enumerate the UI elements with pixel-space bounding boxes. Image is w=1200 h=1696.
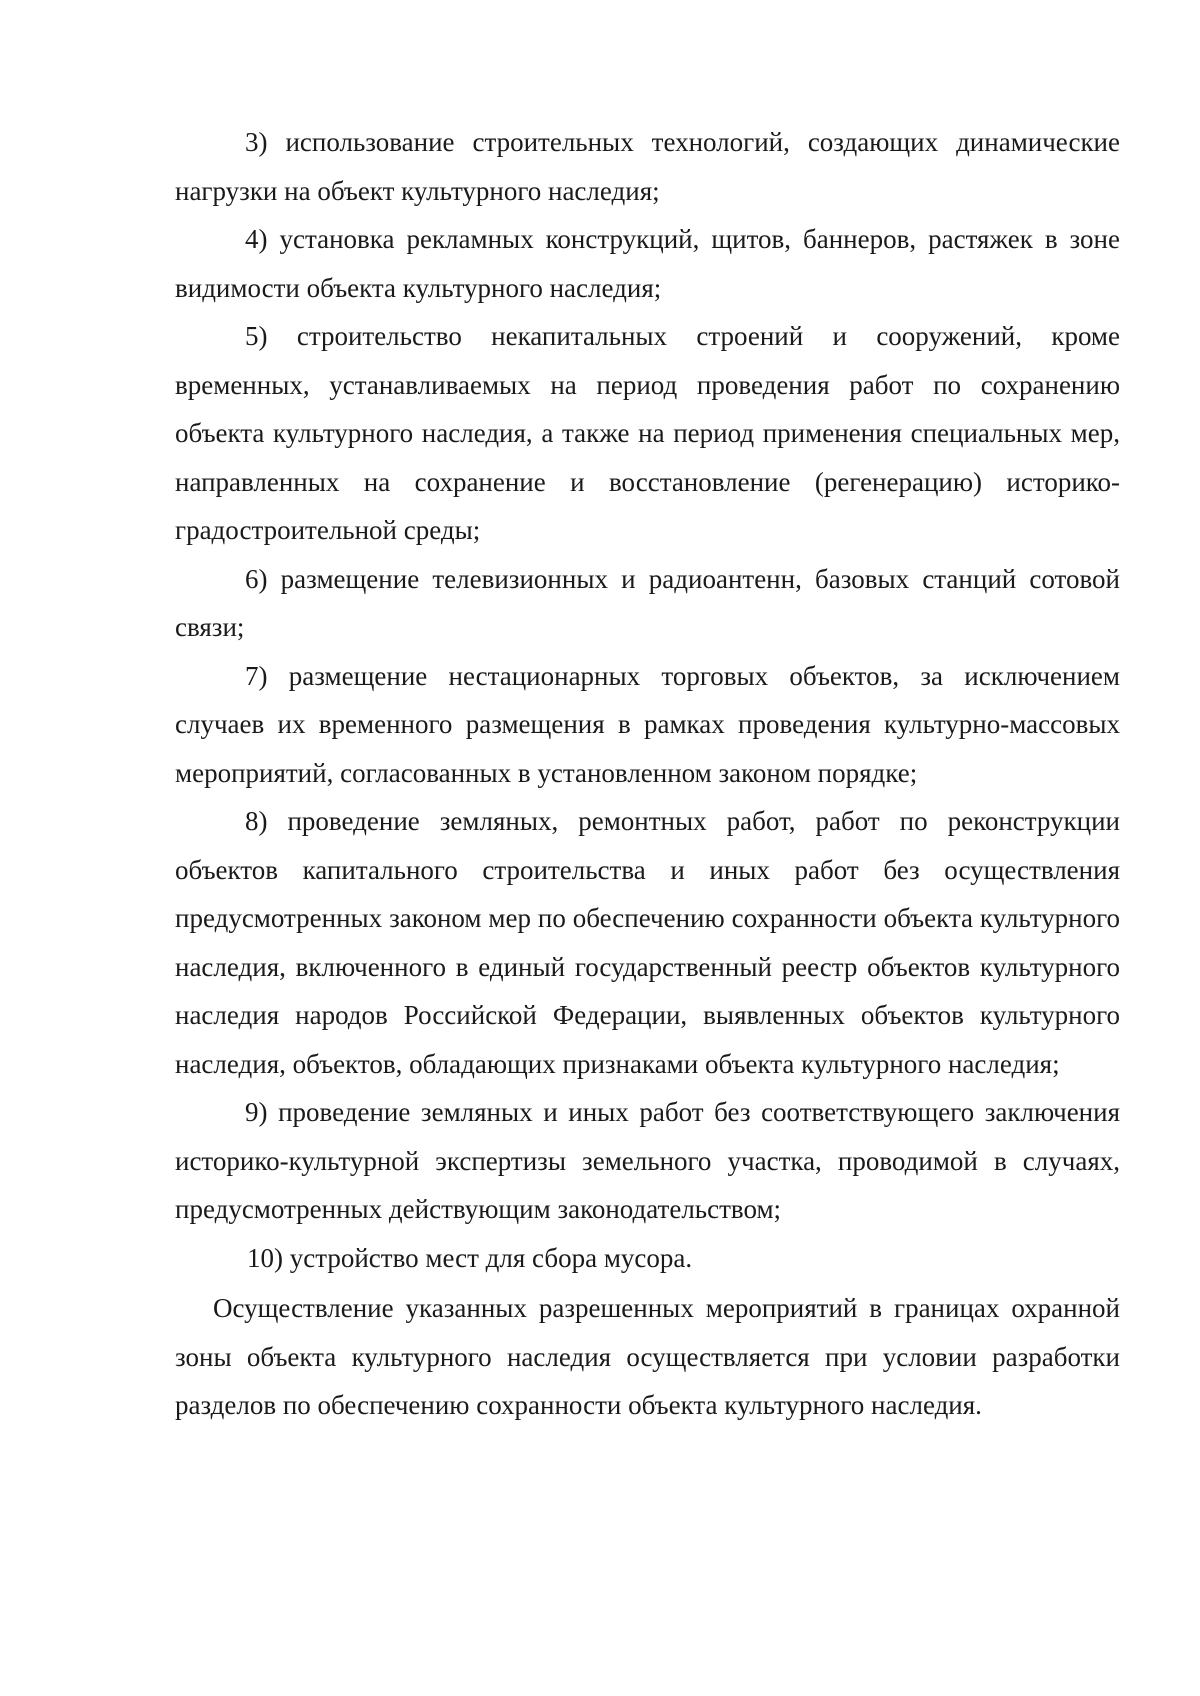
list-item-10: 10) устройство мест для сбора мусора.	[247, 1242, 693, 1273]
list-item-8: 8) проведение земляных, ремонтных работ, работ по реконструкции объектов капитального строительства и иных работ без осуществления предусмотренных законом мер по обеспечению сохранности объекта культурного наследия, включенного в единый государственный реестр объектов культурного наследия народов Российской Федерации, выявленных объектов культурного наследия, объектов, обладающих признаками объекта культурного наследия;	[175, 806, 1120, 1079]
list-item-3: 3) использование строительных технологий, создающих динамические нагрузки на объект культурного наследия;	[175, 127, 1120, 206]
list-item-5: 5) строительство некапитальных строений и сооружений, кроме временных, устанавливаемых на период проведения работ по сохранению объекта культурного наследия, а также на период применения специальных мер, направленных на сохранение и восстановление (регенерацию) историко-градостроительной среды;	[175, 321, 1120, 545]
list-item-9: 9) проведение земляных и иных работ без соответствующего заключения историко-культурной экспертизы земельного участка, проводимой в случаях, предусмотренных действующим законодательством;	[175, 1097, 1120, 1224]
list-item-7: 7) размещение нестационарных торговых объектов, за исключением случаев их временного размещения в рамках проведения культурно-массовых мероприятий, согласованных в установленном законом порядке;	[175, 660, 1120, 788]
list-item-6: 6) размещение телевизионных и радиоантенн, базовых станций сотовой связи;	[175, 563, 1120, 642]
list-item-4: 4) установка рекламных конструкций, щитов, баннеров, растяжек в зоне видимости объекта культурного наследия;	[175, 224, 1120, 303]
document-body	[175, 118, 1120, 1430]
closing-paragraph: Осуществление указанных разрешенных мероприятий в границах охранной зоны объекта культурного наследия осуществляется при условии разработки разделов по обеспечению сохранности объекта культурного наследия.	[175, 1293, 1120, 1420]
